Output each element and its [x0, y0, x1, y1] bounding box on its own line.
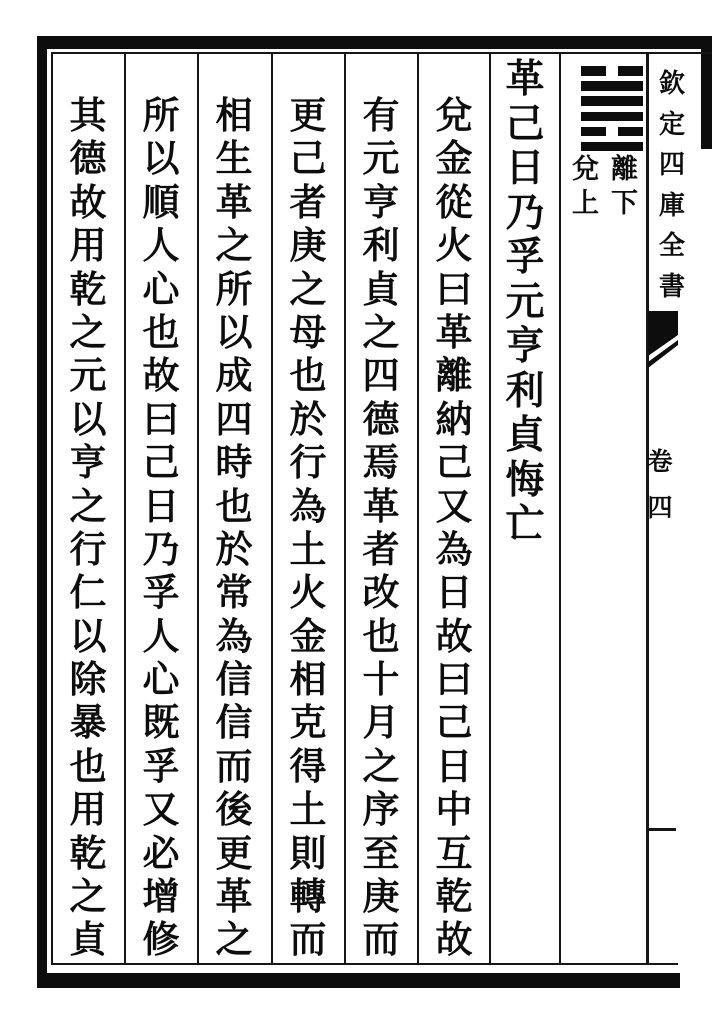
glyph: 利	[362, 226, 400, 268]
hexagram-line-solid	[581, 81, 643, 91]
glyph: 成	[215, 356, 253, 398]
glyph: 人	[142, 226, 180, 268]
hexagram-line-solid	[581, 112, 643, 122]
glyph: 更	[289, 96, 327, 137]
glyph: 乾	[69, 833, 107, 875]
glyph: 而	[362, 920, 400, 962]
glyph: 庚	[289, 226, 327, 268]
glyph: 信	[215, 660, 253, 702]
glyph: 己	[435, 703, 473, 745]
glyph: 之	[69, 312, 107, 354]
glyph: 四	[647, 495, 673, 522]
hexagram-line-solid	[581, 142, 643, 152]
glyph: 貞	[505, 414, 545, 457]
glyph: 卷	[647, 449, 673, 476]
banxin-divider-line	[648, 828, 676, 831]
glyph: 為	[215, 616, 253, 658]
glyph: 四	[215, 399, 253, 441]
glyph: 心	[142, 269, 180, 311]
glyph: 之	[69, 486, 107, 528]
glyph: 相	[289, 660, 327, 702]
glyph: 孚	[142, 573, 180, 615]
glyph: 而	[215, 746, 253, 788]
glyph: 利	[505, 369, 545, 413]
glyph: 順	[142, 182, 180, 224]
glyph: 用	[69, 790, 107, 832]
glyph: 用	[69, 226, 107, 268]
glyph: 所	[142, 96, 180, 137]
trigram-label-dui-shang	[566, 152, 605, 220]
glyph: 之	[289, 269, 327, 311]
glyph: 乾	[69, 269, 107, 311]
glyph: 曰	[435, 269, 473, 311]
glyph: 轉	[289, 877, 327, 919]
glyph: 為	[289, 486, 327, 528]
glyph: 則	[289, 833, 327, 875]
glyph: 有	[362, 96, 400, 137]
glyph: 乃	[142, 529, 180, 571]
glyph: 日	[505, 147, 545, 190]
glyph: 火	[435, 226, 473, 268]
commentary-column-3	[273, 95, 343, 963]
glyph: 火	[289, 573, 327, 615]
glyph: 孚	[505, 236, 545, 279]
inner-line-top	[51, 52, 712, 54]
glyph: 又	[142, 790, 180, 832]
glyph: 者	[289, 182, 327, 224]
glyph: 革	[435, 312, 473, 354]
glyph: 元	[69, 356, 107, 398]
glyph: 故	[435, 920, 473, 962]
glyph: 從	[435, 182, 473, 224]
glyph: 己	[435, 443, 473, 485]
glyph: 革	[215, 182, 253, 224]
glyph: 也	[215, 486, 253, 528]
banxin-book-title	[650, 64, 694, 307]
glyph: 也	[289, 356, 327, 398]
glyph: 行	[289, 443, 327, 485]
column-separator	[559, 52, 561, 965]
glyph: 得	[289, 746, 327, 788]
glyph: 己	[289, 139, 327, 181]
glyph: 其	[69, 96, 107, 137]
glyph: 之	[362, 746, 400, 788]
glyph: 欽	[658, 69, 685, 98]
glyph: 納	[435, 399, 473, 441]
glyph: 互	[435, 833, 473, 875]
trigram-labels	[566, 152, 644, 220]
glyph: 以	[69, 616, 107, 658]
glyph: 金	[435, 139, 473, 181]
commentary-column-5	[126, 95, 196, 963]
glyph: 定	[658, 109, 685, 139]
glyph: 之	[362, 312, 400, 354]
glyph: 於	[289, 399, 327, 441]
glyph: 增	[142, 877, 180, 919]
glyph: 焉	[362, 443, 400, 485]
commentary-column-6	[53, 95, 123, 963]
glyph: 全	[658, 231, 685, 260]
glyph: 離	[435, 356, 473, 398]
glyph: 以	[142, 139, 180, 181]
glyph: 德	[362, 399, 400, 441]
glyph: 相	[215, 96, 253, 137]
fishtail-mark-icon	[648, 311, 678, 369]
glyph: 生	[215, 139, 253, 181]
glyph: 又	[435, 486, 473, 528]
glyph: 克	[289, 703, 327, 745]
glyph: 者	[362, 529, 400, 571]
commentary-column-4	[199, 95, 269, 963]
scripture-column	[491, 58, 559, 548]
glyph: 時	[215, 443, 253, 485]
glyph: 為	[435, 529, 473, 571]
glyph: 日	[435, 573, 473, 615]
glyph: 修	[142, 920, 180, 962]
glyph: 兌	[435, 96, 473, 137]
glyph: 改	[362, 573, 400, 615]
glyph: 也	[69, 746, 107, 788]
frame-border-bottom	[37, 973, 680, 988]
hexagram-line-broken	[581, 127, 643, 137]
glyph: 曰	[142, 399, 180, 441]
trigram-label-li-xia	[605, 152, 644, 220]
glyph: 己	[142, 443, 180, 485]
glyph: 亨	[505, 325, 545, 368]
frame-border-right-cut	[701, 49, 712, 149]
glyph: 己	[505, 102, 545, 146]
glyph: 後	[215, 790, 253, 832]
glyph: 也	[142, 312, 180, 354]
glyph: 離	[611, 154, 638, 184]
glyph: 故	[435, 616, 473, 658]
glyph: 既	[142, 703, 180, 745]
glyph: 亡	[505, 503, 545, 546]
glyph: 更	[215, 833, 253, 875]
glyph: 庫	[658, 190, 685, 220]
glyph: 日	[142, 486, 180, 528]
glyph: 信	[215, 703, 253, 745]
glyph: 之	[69, 877, 107, 919]
glyph: 悔	[505, 458, 545, 502]
glyph: 兌	[572, 154, 599, 184]
banxin-volume-label	[640, 440, 680, 532]
glyph: 母	[289, 312, 327, 354]
glyph: 革	[505, 58, 545, 101]
glyph: 元	[362, 139, 400, 181]
glyph: 亨	[69, 443, 107, 485]
glyph: 革	[362, 486, 400, 528]
hexagram-symbol-ge	[581, 66, 643, 157]
glyph: 以	[215, 312, 253, 354]
glyph: 孚	[142, 746, 180, 788]
glyph: 故	[69, 182, 107, 224]
commentary-column-1	[419, 95, 489, 963]
commentary-column-2	[346, 95, 416, 963]
glyph: 序	[362, 790, 400, 832]
glyph: 常	[215, 573, 253, 615]
glyph: 乃	[505, 191, 545, 235]
glyph: 所	[215, 269, 253, 311]
glyph: 之	[215, 226, 253, 268]
glyph: 亨	[362, 182, 400, 224]
glyph: 仁	[69, 573, 107, 615]
inner-line-bottom	[51, 963, 678, 965]
glyph: 行	[69, 529, 107, 571]
glyph: 於	[215, 529, 253, 571]
hexagram-line-broken	[581, 66, 643, 76]
glyph: 下	[611, 188, 638, 218]
glyph: 月	[362, 703, 400, 745]
glyph: 除	[69, 660, 107, 702]
frame-border-left	[37, 36, 47, 988]
glyph: 必	[142, 833, 180, 875]
glyph: 四	[362, 356, 400, 398]
glyph: 十	[362, 660, 400, 702]
glyph: 德	[69, 139, 107, 181]
glyph: 暴	[69, 703, 107, 745]
glyph: 上	[572, 188, 599, 218]
glyph: 貞	[69, 920, 107, 962]
glyph: 書	[658, 271, 685, 301]
glyph: 也	[362, 616, 400, 658]
glyph: 土	[289, 790, 327, 832]
glyph: 心	[142, 660, 180, 702]
glyph: 革	[215, 877, 253, 919]
glyph: 以	[69, 399, 107, 441]
glyph: 土	[289, 529, 327, 571]
hexagram-line-solid	[581, 96, 643, 106]
frame-border-top	[37, 36, 712, 49]
glyph: 中	[435, 790, 473, 832]
glyph: 故	[142, 356, 180, 398]
glyph: 元	[505, 280, 545, 324]
glyph: 之	[215, 920, 253, 962]
glyph: 至	[362, 833, 400, 875]
glyph: 四	[658, 150, 685, 179]
glyph: 而	[289, 920, 327, 962]
glyph: 人	[142, 616, 180, 658]
glyph: 金	[289, 616, 327, 658]
glyph: 乾	[435, 877, 473, 919]
glyph: 日	[435, 746, 473, 788]
glyph: 曰	[435, 660, 473, 702]
glyph: 庚	[362, 877, 400, 919]
glyph: 貞	[362, 269, 400, 311]
